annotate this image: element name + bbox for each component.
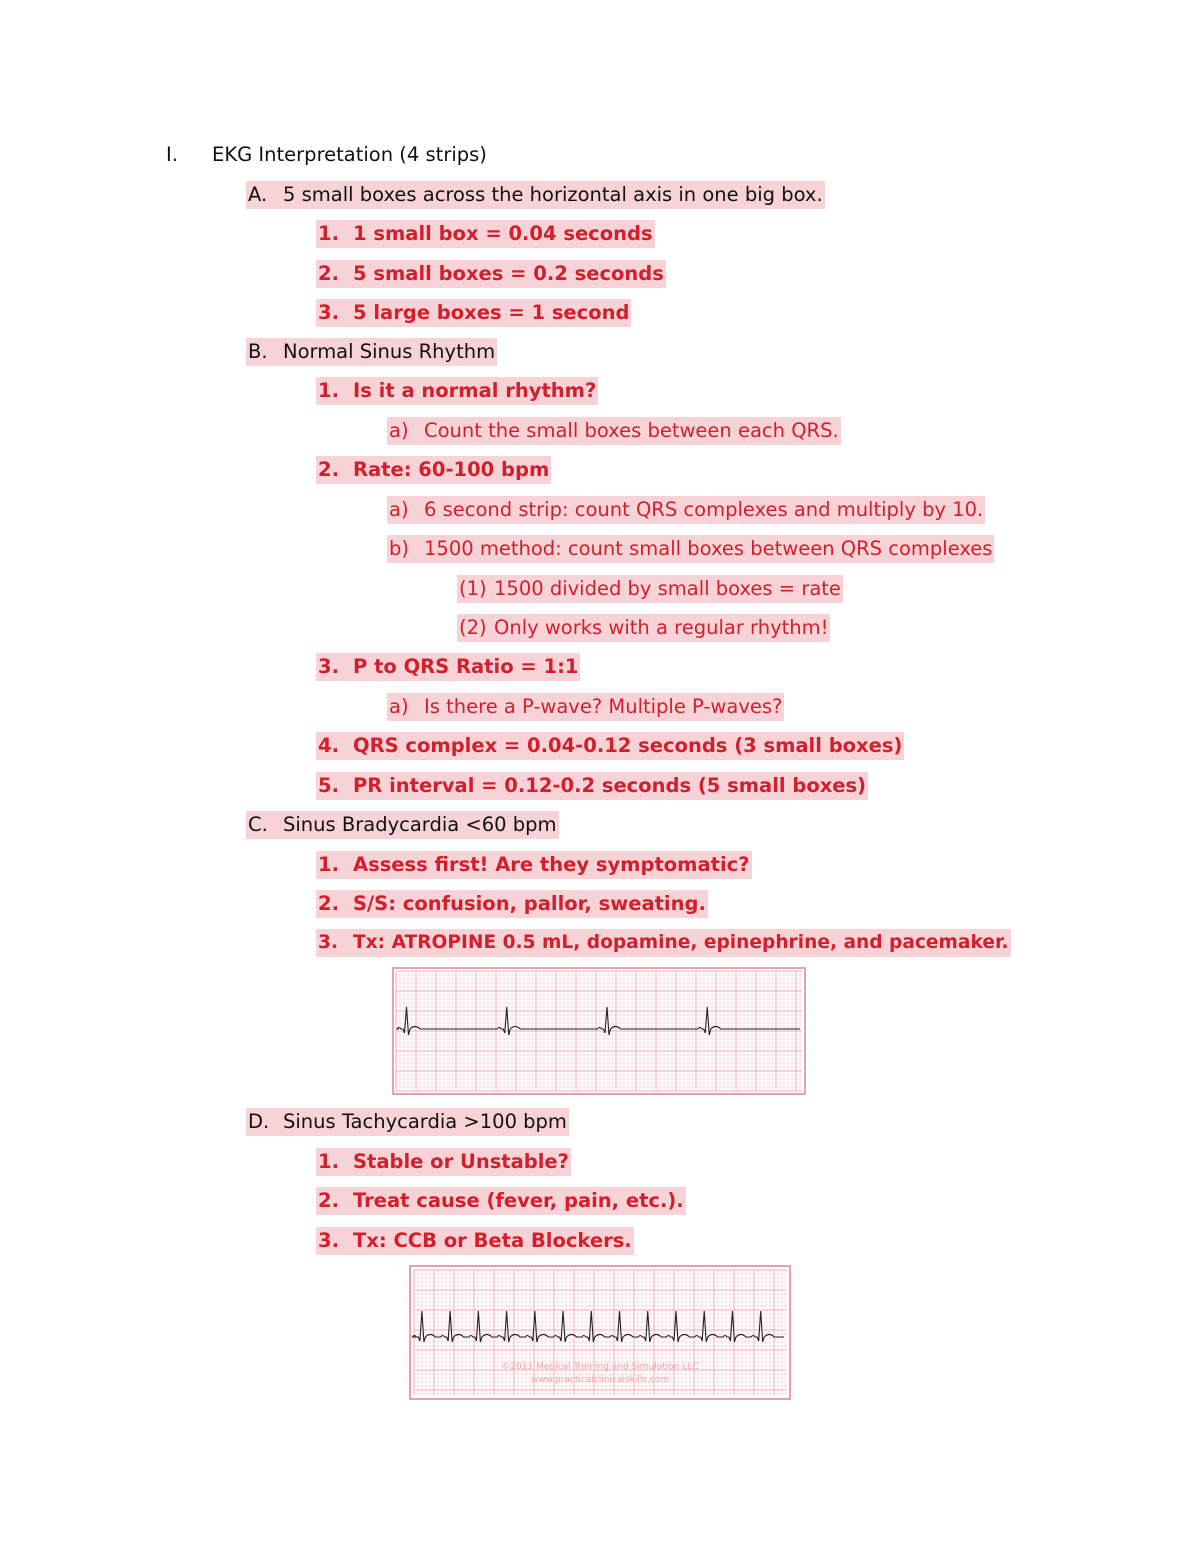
ekg-strip-tachycardia xyxy=(409,1265,791,1400)
section-c-heading xyxy=(246,811,559,839)
c-item-3 xyxy=(316,929,1011,957)
section-a-marker: A. xyxy=(248,183,268,206)
b-item-3-sub-a-marker: a) xyxy=(389,695,409,718)
b-item-3 xyxy=(316,653,580,681)
b-item-1-sub-a-text: Count the small boxes between each QRS. xyxy=(424,419,839,442)
b-item-2-sub-b-1-text: 1500 divided by small boxes = rate xyxy=(494,577,841,600)
d-item-3-marker: 3. xyxy=(318,1229,339,1252)
ekg-strip-tachycardia-graphic xyxy=(409,1265,791,1400)
b-item-3-sub-a-text: Is there a P-wave? Multiple P-waves? xyxy=(424,695,783,718)
section-b-text: Normal Sinus Rhythm xyxy=(283,340,496,363)
b-item-2-text: Rate: 60-100 bpm xyxy=(353,458,550,481)
d-item-2 xyxy=(316,1187,686,1215)
b-item-2-sub-b-2 xyxy=(457,614,830,642)
a-item-2-text: 5 small boxes = 0.2 seconds xyxy=(353,262,664,285)
d-item-1 xyxy=(316,1148,571,1176)
c-item-3-text: Tx: ATROPINE 0.5 mL, dopamine, epinephrine, and pacemaker. xyxy=(353,932,1009,953)
b-item-1-marker: 1. xyxy=(318,379,339,402)
c-item-3-marker: 3. xyxy=(318,932,339,953)
b-item-5-marker: 5. xyxy=(318,774,339,797)
section-a-heading xyxy=(246,181,825,209)
a-item-1-text: 1 small box = 0.04 seconds xyxy=(353,222,653,245)
section-b-heading xyxy=(246,338,497,366)
b-item-2-sub-a-text: 6 second strip: count QRS complexes and multiply by 10. xyxy=(424,498,984,521)
b-item-3-text: P to QRS Ratio = 1:1 xyxy=(353,655,579,678)
ekg-strip-bradycardia-graphic xyxy=(392,967,806,1095)
d-item-3-text: Tx: CCB or Beta Blockers. xyxy=(353,1229,632,1252)
b-item-5-text: PR interval = 0.12-0.2 seconds (5 small boxes) xyxy=(353,774,867,797)
b-item-2-sub-b-2-marker: (2) xyxy=(459,616,487,639)
b-item-1-sub-a-marker: a) xyxy=(389,419,409,442)
a-item-1 xyxy=(316,220,655,248)
b-item-2-sub-a-marker: a) xyxy=(389,498,409,521)
a-item-3 xyxy=(316,299,631,327)
b-item-2-sub-b xyxy=(387,535,994,563)
b-item-4-text: QRS complex = 0.04-0.12 seconds (3 small boxes) xyxy=(353,734,903,757)
b-item-1-sub-a xyxy=(387,417,841,445)
section-b-marker: B. xyxy=(248,340,268,363)
b-item-4 xyxy=(316,732,904,760)
watermark-line-1: ©2011 Medical Training and Simulation LLC xyxy=(501,1362,699,1372)
section-i-heading xyxy=(166,141,487,169)
c-item-2-marker: 2. xyxy=(318,892,339,915)
d-item-2-text: Treat cause (fever, pain, etc.). xyxy=(353,1189,684,1212)
section-c-text: Sinus Bradycardia <60 bpm xyxy=(283,813,557,836)
section-d-text: Sinus Tachycardia >100 bpm xyxy=(283,1110,567,1133)
section-i-marker: I. xyxy=(166,143,178,166)
d-item-3 xyxy=(316,1227,634,1255)
section-a-text: 5 small boxes across the horizontal axis in one big box. xyxy=(283,183,823,206)
b-item-2-sub-b-marker: b) xyxy=(389,537,409,560)
a-item-3-text: 5 large boxes = 1 second xyxy=(353,301,630,324)
section-d-marker: D. xyxy=(248,1110,270,1133)
b-item-3-marker: 3. xyxy=(318,655,339,678)
b-item-2-sub-a xyxy=(387,496,985,524)
section-i-title: EKG Interpretation (4 strips) xyxy=(212,143,487,166)
d-item-1-marker: 1. xyxy=(318,1150,339,1173)
section-d-heading xyxy=(246,1108,569,1136)
b-item-1-text: Is it a normal rhythm? xyxy=(353,379,597,402)
b-item-4-marker: 4. xyxy=(318,734,339,757)
b-item-1 xyxy=(316,377,598,405)
d-item-2-marker: 2. xyxy=(318,1189,339,1212)
b-item-2-marker: 2. xyxy=(318,458,339,481)
ekg-grid xyxy=(393,968,805,1094)
b-item-2-sub-b-2-text: Only works with a regular rhythm! xyxy=(494,616,829,639)
watermark-line-2: www.practicalclinicalskills.com xyxy=(530,1375,670,1385)
c-item-2-text: S/S: confusion, pallor, sweating. xyxy=(353,892,706,915)
a-item-2-marker: 2. xyxy=(318,262,339,285)
section-c-marker: C. xyxy=(248,813,268,836)
b-item-3-sub-a xyxy=(387,693,784,721)
b-item-2-sub-b-1-marker: (1) xyxy=(459,577,487,600)
c-item-2 xyxy=(316,890,708,918)
b-item-2 xyxy=(316,456,551,484)
a-item-3-marker: 3. xyxy=(318,301,339,324)
a-item-2 xyxy=(316,260,666,288)
b-item-2-sub-b-text: 1500 method: count small boxes between QRS complexes xyxy=(424,537,993,560)
d-item-1-text: Stable or Unstable? xyxy=(353,1150,569,1173)
ekg-strip-bradycardia xyxy=(392,967,806,1095)
c-item-1-marker: 1. xyxy=(318,853,339,876)
a-item-1-marker: 1. xyxy=(318,222,339,245)
c-item-1-text: Assess first! Are they symptomatic? xyxy=(353,853,750,876)
b-item-5 xyxy=(316,772,868,800)
b-item-2-sub-b-1 xyxy=(457,575,843,603)
c-item-1 xyxy=(316,851,752,879)
